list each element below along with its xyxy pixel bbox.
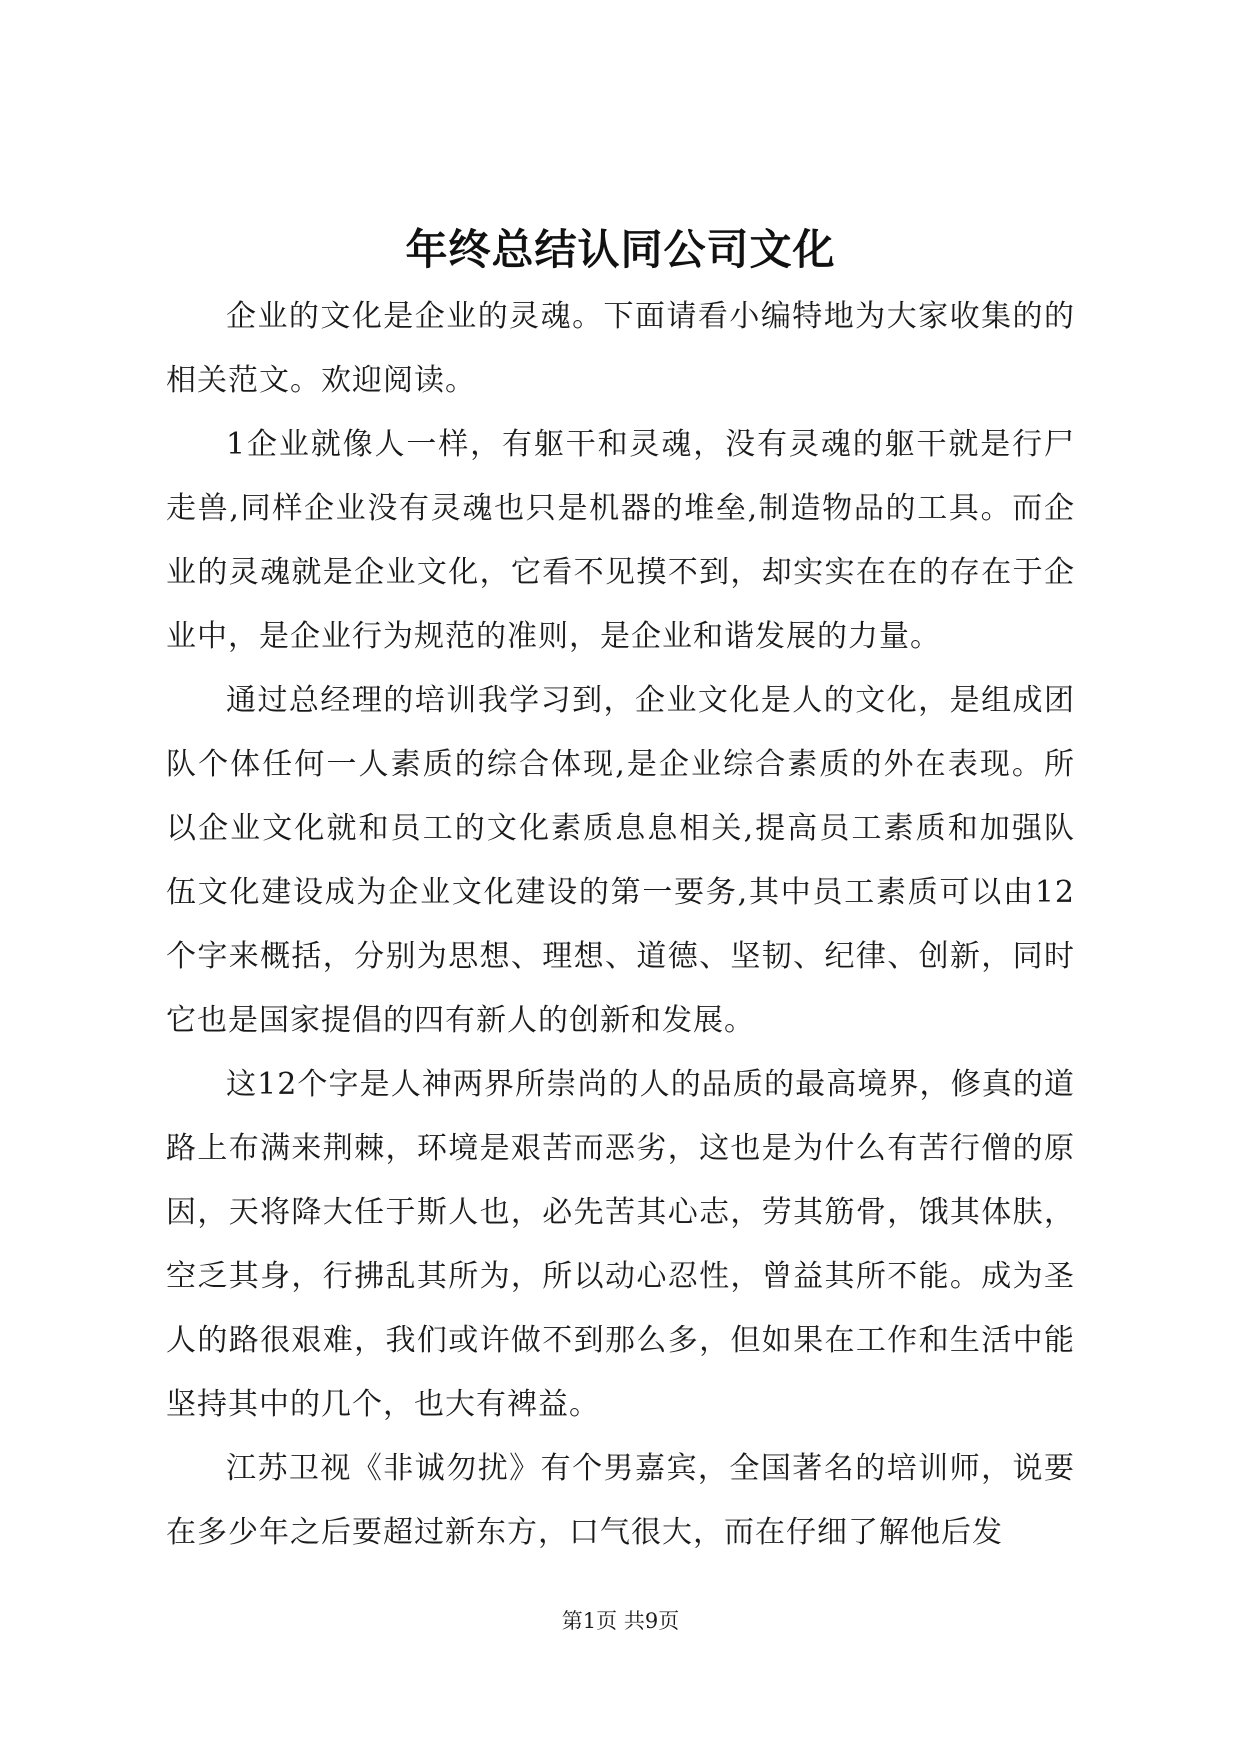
paragraph-2: 通过总经理的培训我学习到，企业文化是人的文化，是组成团队个体任何一人素质的综合体现,是企业综合素质的外在表现。所以企业文化就和员工的文化素质息息相关,提高员工素质和加强队伍文化建设成为企业文化建设的第一要务,其中员工素质可以由12个字来概括，分别为思想、理想、道德、坚韧、纪律、创新，同时它也是国家提倡的四有新人的创新和发展。	[166, 683, 1075, 1038]
document-body	[166, 285, 1075, 1565]
page-number-footer: 第1页 共9页	[561, 1609, 680, 1633]
paragraph-4: 江苏卫视《非诚勿扰》有个男嘉宾，全国著名的培训师，说要在多少年之后要超过新东方，口气很大，而在仔细了解他后发	[166, 1451, 1075, 1550]
document-title: 年终总结认同公司文化	[405, 225, 836, 274]
paragraph-1: 1企业就像人一样，有躯干和灵魂，没有灵魂的躯干就是行尸走兽,同样企业没有灵魂也只是机器的堆垒,制造物品的工具。而企业的灵魂就是企业文化，它看不见摸不到，却实实在在的存在于企业中，是企业行为规范的准则，是企业和谐发展的力量。	[166, 427, 1075, 654]
paragraph-intro: 企业的文化是企业的灵魂。下面请看小编特地为大家收集的的相关范文。欢迎阅读。	[166, 299, 1075, 398]
paragraph-3: 这12个字是人神两界所崇尚的人的品质的最高境界，修真的道路上布满来荆棘，环境是艰苦而恶劣，这也是为什么有苦行僧的原因，天将降大任于斯人也，必先苦其心志，劳其筋骨，饿其体肤，空乏其身，行拂乱其所为，所以动心忍性，曾益其所不能。成为圣人的路很艰难，我们或许做不到那么多，但如果在工作和生活中能坚持其中的几个，也大有裨益。	[166, 1067, 1075, 1422]
